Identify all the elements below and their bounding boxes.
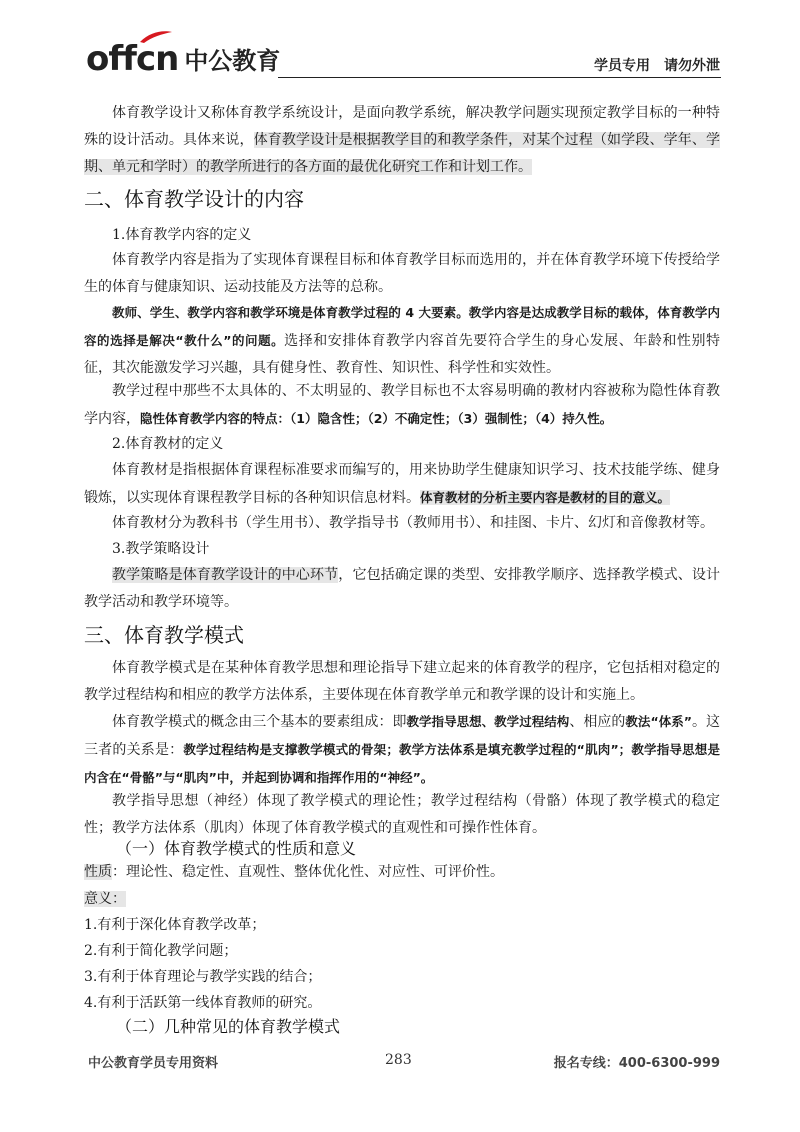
subsection-heading-common-models: （二）几种常见的体育教学模式 (116, 1017, 341, 1036)
content-definition-paragraph: 体育教学内容是指为了实现体育课程目标和体育教学目标而选用的，并在体育教学环境下传授给学生的体育与健康知识、运动技能及方法等的总称。 (84, 252, 720, 295)
textbook-types-paragraph: 体育教材分为教科书（学生用书）、教学指导书（教师用书）、和挂图、卡片、幻灯和音像教材等。 (112, 515, 714, 531)
meaning-item: 1.有利于深化体育教学改革； (84, 917, 266, 933)
meaning-label: 意义： (84, 891, 126, 907)
model-definition-paragraph: 体育教学模式是在某种体育教学思想和理论指导下建立起来的体育教学的程序，它包括相对稳定的教学过程结构和相应的教学方法体系，主要体现在体育教学单元和教学课的设计和实施上。 (84, 660, 720, 703)
section-heading-2: 二、体育教学设计的内容 (84, 187, 304, 211)
subheading-textbook-definition: 2.体育教材的定义 (112, 436, 224, 452)
strategy-paragraph: 教学策略是体育教学设计的中心环节，它包括确定课的类型、安排教学顺序、选择教学模式、设计教学活动和教学环境等。 (84, 567, 721, 610)
header-notice: 学员专用 请勿外泄 (594, 58, 720, 74)
offcn-logo (86, 36, 281, 79)
section-heading-3: 三、体育教学模式 (84, 623, 244, 647)
model-elements-paragraph: 体育教学模式的概念由三个基本的要素组成：即教学指导思想、教学过程结构、相应的教法“体系”。这三者的关系是：教学过程结构是支撑教学模式的骨架；教学方法体系是填充教学过程的“肌肉”；教学指导思想是内含在“骨骼”与“肌肉”中，并起到协调和指挥作用的“神经”。 (84, 714, 721, 785)
header-rule (278, 77, 721, 78)
highlight-definition: 体育教学设计是根据教学目的和教学条件，对某个过程（如学段、学年、学期、单元和学时）的教学所进行的各方面的最优化研究工作和计划工作。 (84, 132, 721, 175)
meaning-item: 2.有利于简化教学问题； (84, 943, 238, 959)
meaning-item: 3.有利于体育理论与教学实践的结合； (84, 969, 322, 985)
subheading-content-definition: 1.体育教学内容的定义 (112, 227, 252, 243)
textbook-definition-paragraph: 体育教材是指根据体育课程标准要求而编写的，用来协助学生健康知识学习、技术技能学练、健身锻炼，以实现体育课程教学目标的各种知识信息材料。体育教材的分析主要内容是教材的目的意义。 (84, 462, 720, 506)
logo-text-cn: 中公教育 (184, 47, 281, 75)
intro-paragraph: 体育教学设计又称体育教学系统设计，是面向教学系统，解决教学问题实现预定教学目标的一种特殊的设计活动。具体来说，体育教学设计是根据教学目的和教学条件，对某个过程（如学段、学年、学期、单元和学时）的教学所进行的各方面的最优化研究工作和计划工作。 (84, 105, 721, 175)
page-number: 283 (385, 1052, 412, 1068)
subheading-strategy-design: 3.教学策略设计 (112, 541, 210, 557)
subsection-heading-nature: （一）体育教学模式的性质和意义 (116, 839, 357, 858)
model-features-paragraph: 教学指导思想（神经）体现了教学模式的理论性；教学过程结构（骨骼）体现了教学模式的稳定性；教学方法体系（肌肉）体现了体育教学模式的直观性和可操作性体育。 (84, 793, 720, 836)
implicit-content-paragraph: 教学过程中那些不太具体的、不太明显的、教学目标也不太容易明确的教材内容被称为隐性体育教学内容，隐性体育教学内容的特点：（1）隐含性；（2）不确定性；（3）强制性；（4）持久性。 (84, 383, 720, 427)
four-elements-paragraph: 教师、学生、教学内容和教学环境是体育教学过程的 4 大要素。教学内容是达成教学目标的载体，体育教学内容的选择是解决“教什么”的问题。选择和安排体育教学内容首先要符合学生的身心发展、年龄和性别特征，其次能激发学习兴趣，具有健身性、教育性、知识性、科学性和实效性。 (84, 305, 720, 376)
meaning-item: 4.有利于活跃第一线体育教师的研究。 (84, 995, 322, 1011)
logo-swoosh-icon (138, 30, 174, 44)
footer-hotline: 报名专线：400-6300-999 (553, 1056, 720, 1071)
footer-left: 中公教育学员专用资料 (88, 1056, 219, 1071)
nature-line: 性质：理论性、稳定性、直观性、整体优化性、对应性、可评价性。 (84, 864, 504, 880)
logo-text-en: offcn (86, 39, 179, 79)
